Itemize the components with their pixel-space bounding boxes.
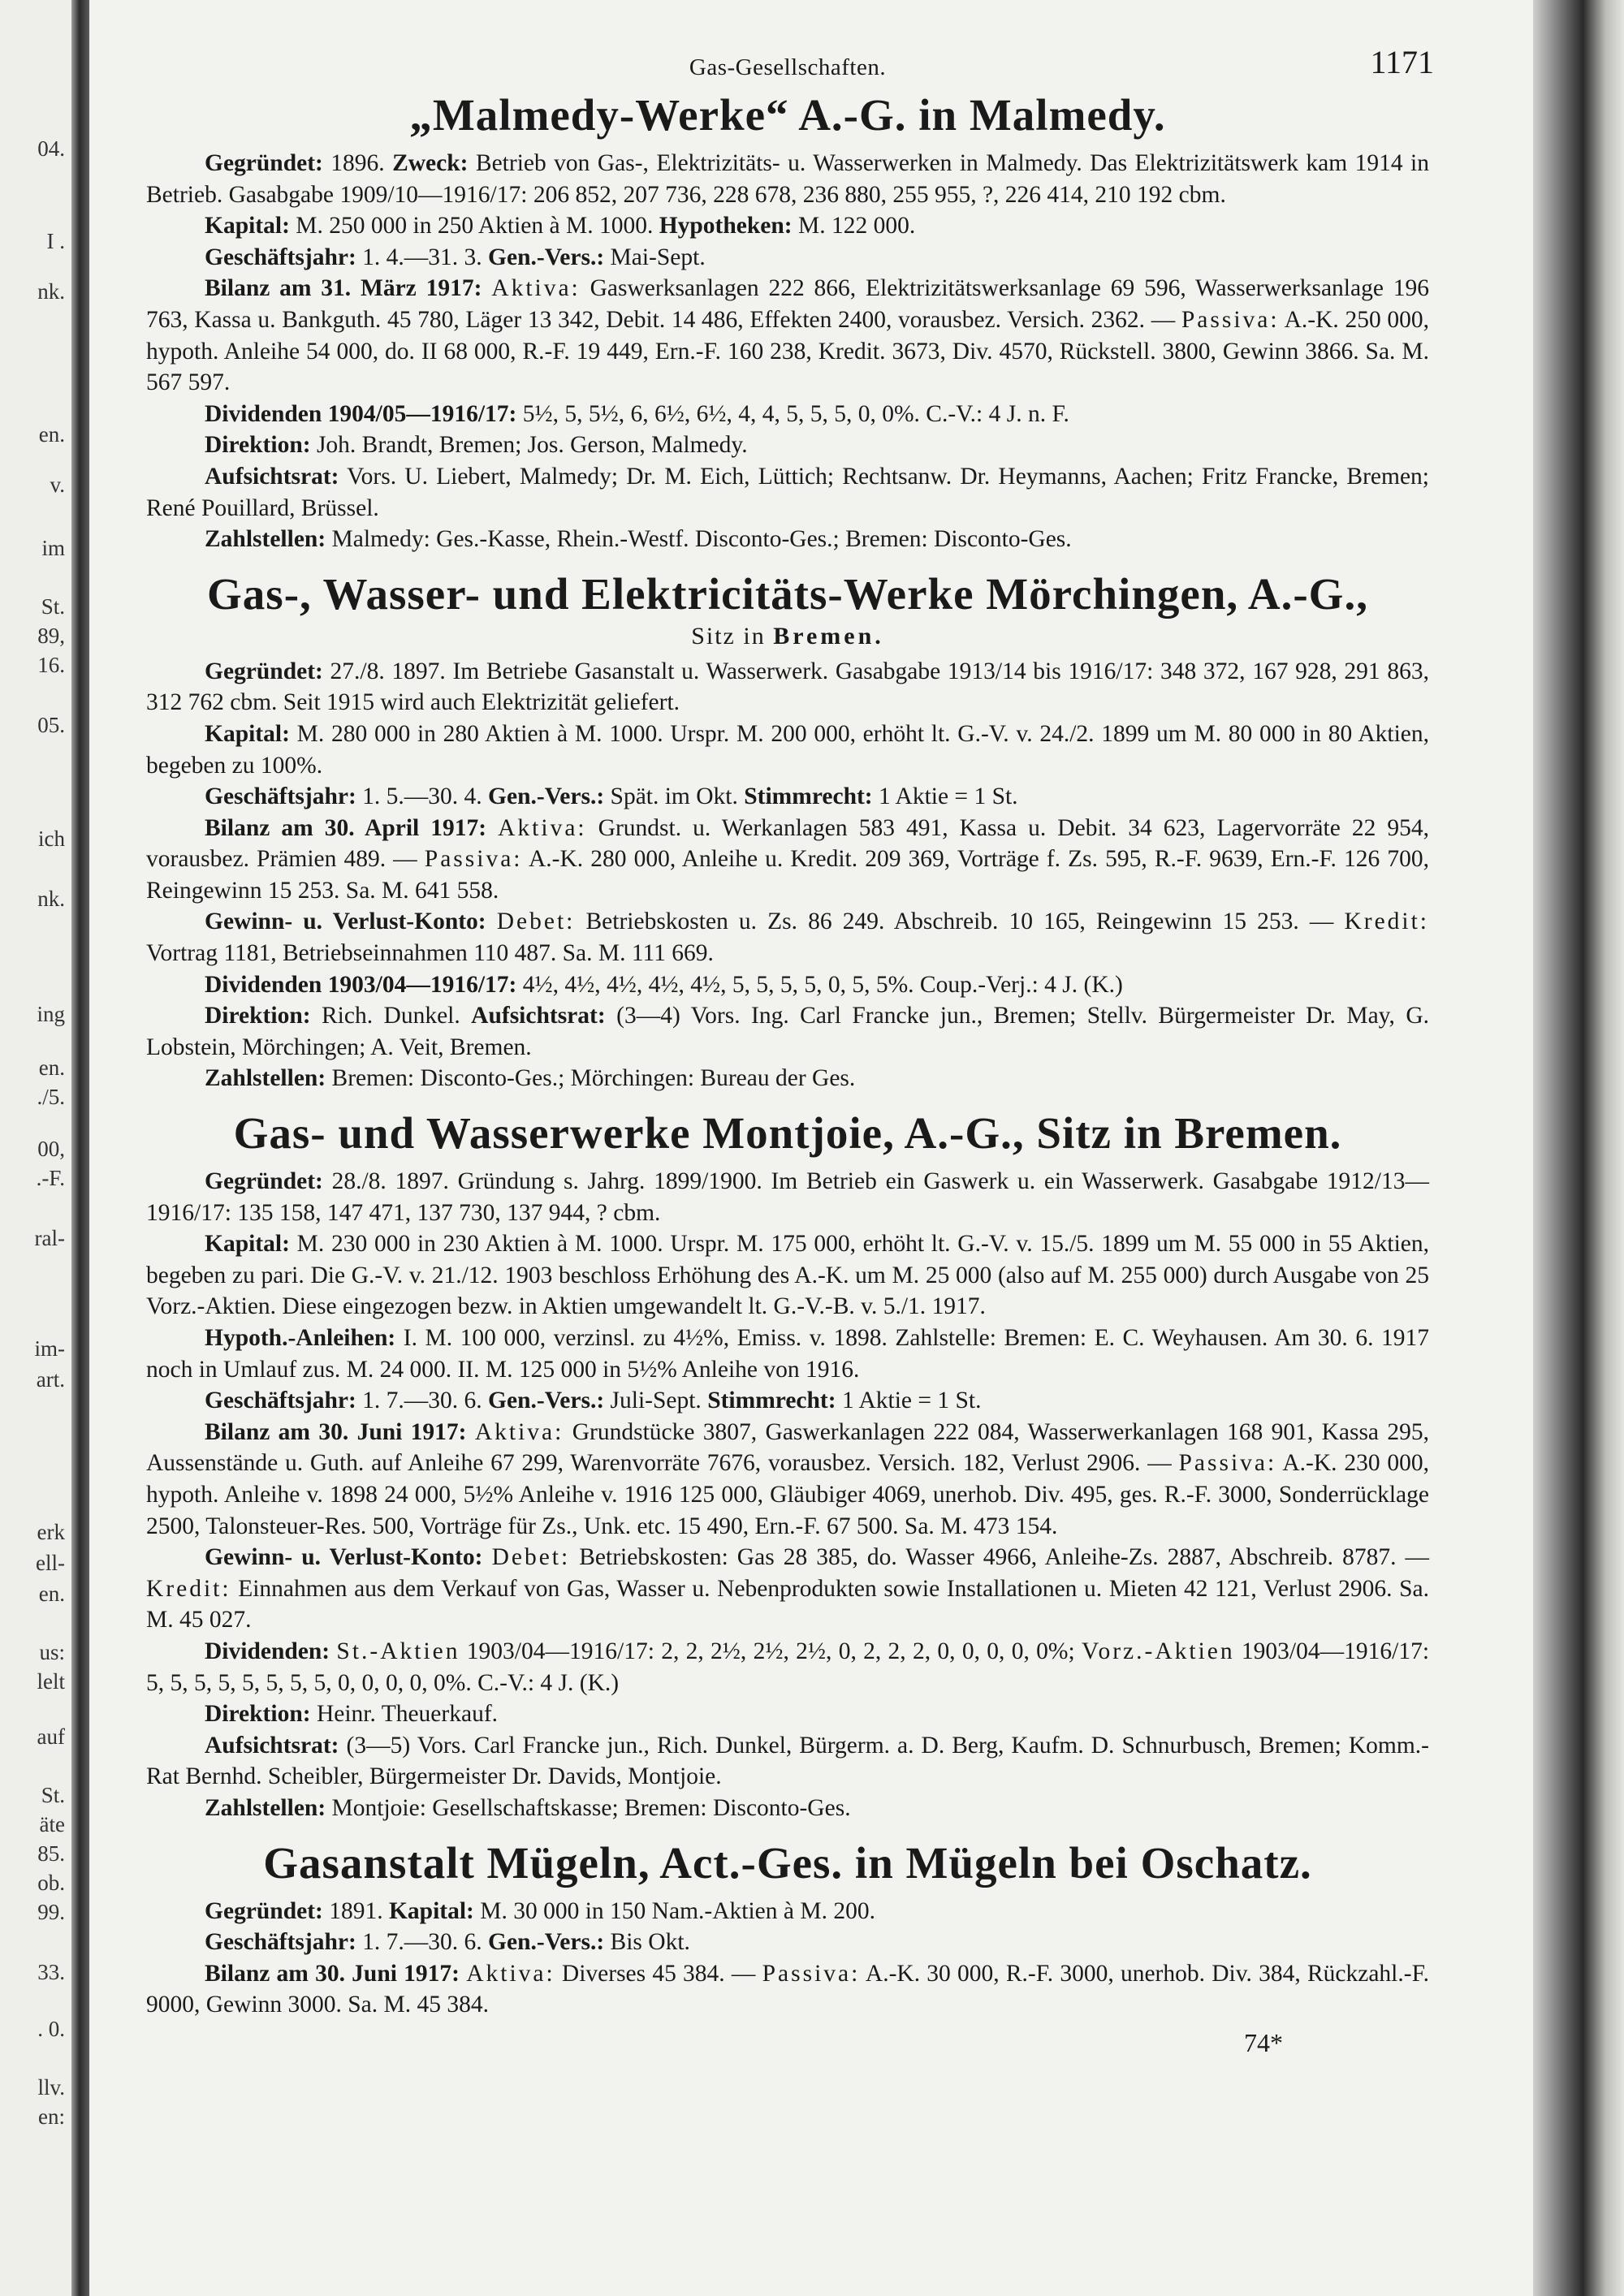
field-label: Geschäftsjahr: — [205, 244, 356, 270]
field-label: Dividenden 1904/05—1916/17: — [205, 400, 517, 427]
margin-fragment: im — [41, 536, 65, 560]
spaced-term: Aktiva: — [474, 1418, 564, 1445]
field-text: Einnahmen aus dem Verkauf von Gas, Wasser u. Nebenprodukten sowie Installationen u. Mieten 42 121, Verlust 2906. Sa. M. 45 027. — [146, 1575, 1429, 1634]
entry-paragraph — [146, 399, 1429, 430]
field-label: Gegründet: — [205, 150, 323, 176]
entry-paragraph — [146, 429, 1429, 461]
entry-title: Gasanstalt Mügeln, Act.-Ges. in Mügeln bei Oschatz. — [263, 1837, 1312, 1888]
field-text: Heinr. Theuerkauf. — [310, 1701, 499, 1728]
field-text: 28./8. 1897. Gründung s. Jahrg. 1899/1900. Im Betrieb ein Gaswerk u. ein Wasserwerk. Gasabgabe 1912/13—1916/17: 135 158, 147 471, 137 730, 137 944, ? cbm. — [146, 1168, 1429, 1226]
entry-paragraph — [146, 1698, 1429, 1730]
margin-fragment: .-F. — [36, 1166, 65, 1190]
margin-fragment: ich — [38, 826, 65, 851]
field-label: Aufsichtsrat: — [471, 1003, 606, 1029]
field-text: 4½, 4½, 4½, 4½, 4½, 5, 5, 5, 5, 0, 5, 5%. Coup.-Verj.: 4 J. (K.) — [516, 971, 1123, 998]
margin-fragment: ./5. — [37, 1085, 65, 1109]
field-text: Rich. Dunkel. — [310, 1003, 472, 1029]
margin-fragment: us: — [39, 1640, 65, 1664]
entry-paragraph — [146, 906, 1429, 969]
margin-fragment: St. — [41, 1783, 65, 1807]
field-text: Vors. U. Liebert, Malmedy; Dr. M. Eich, Lüttich; Rechtsanw. Dr. Heymanns, Aachen; Fritz Francke, Bremen; René Pouillard, Brüssel. — [146, 463, 1429, 521]
spaced-term: Passiva: — [1178, 1450, 1277, 1477]
entry-title: Gas- und Wasserwerke Montjoie, A.-G., Sitz in Bremen. — [233, 1108, 1342, 1159]
field-label: Gewinn- u. Verlust-Konto: — [205, 908, 486, 935]
entry-paragraph — [146, 1958, 1429, 2021]
spaced-term: Aktiva: — [491, 275, 581, 302]
field-text: Spät. im Okt. — [604, 783, 745, 810]
field-text: 1896. — [322, 150, 393, 176]
field-text: 1903/04—1916/17: 2, 2, 2½, 2½, 2½, 0, 2, 2, 2, 0, 0, 0, 0, 0%; — [460, 1638, 1082, 1664]
entry-paragraph — [146, 813, 1429, 907]
field-text: Betrieb von Gas-, Elektrizitäts- u. Wasserwerken in Malmedy. Das Elektrizitätswerk kam 1914 in Betrieb. Gasabgabe 1909/10—1916/17: 206 852, 207 736, 228 678, 236 880, 255 955, ?, 226 414, 210 192 cbm. — [146, 150, 1429, 208]
field-label: Gewinn- u. Verlust-Konto: — [205, 1544, 483, 1571]
field-text — [486, 908, 497, 934]
field-label: Kapital: — [205, 1231, 290, 1258]
field-text: Vortrag 1181, Betriebseinnahmen 110 487. Sa. M. 111 669. — [146, 940, 714, 967]
company-entry — [146, 1094, 1429, 1823]
margin-fragment: 85. — [37, 1841, 65, 1866]
field-label: Bilanz am 30. Juni 1917: — [205, 1418, 467, 1445]
field-label: Hypotheken: — [659, 213, 793, 240]
margin-fragment: im- — [34, 1336, 65, 1361]
entry-paragraph — [146, 969, 1429, 1001]
book-page — [89, 0, 1533, 2296]
field-text: M. 280 000 in 280 Aktien à M. 1000. Urspr. M. 200 000, erhöht lt. G.-V. v. 24./2. 1899 um M. 80 000 in 80 Aktien, begeben zu 100%. — [146, 720, 1429, 779]
field-label: Zahlstellen: — [205, 526, 326, 553]
field-text: 1 Aktie = 1 St. — [872, 783, 1018, 810]
spaced-term: Debet: — [496, 908, 576, 935]
field-text: Malmedy: Ges.-Kasse, Rhein.-Westf. Disconto-Ges.; Bremen: Disconto-Ges. — [326, 526, 1072, 553]
margin-fragment: lelt — [37, 1669, 65, 1694]
margin-fragment: 04. — [37, 136, 65, 161]
entry-title: Gas-, Wasser- und Elektricitäts-Werke Mörchingen, A.-G., — [207, 568, 1368, 619]
field-label: Kapital: — [388, 1897, 474, 1924]
entry-paragraph — [146, 524, 1429, 555]
field-text: 1. 7.—30. 6. — [356, 1929, 489, 1956]
field-text: Diverses 45 384. — — [555, 1960, 762, 1987]
field-text: Grundst. u. Werkanlagen 583 491, Kassa u. Debit. 34 623, Lagervorräte 22 954, vorausbez. Prämien 489. — — [146, 814, 1429, 873]
company-entry — [146, 1824, 1429, 2021]
book-gutter — [71, 0, 89, 2296]
field-text: I. M. 100 000, verzinsl. zu 4½%, Emiss. v. 1898. Zahlstelle: Bremen: E. C. Weyhausen. Am 30. 6. 1917 noch in Umlauf zus. M. 24 000. II. M. 125 000 in 5½% Anleihe von 1916. — [146, 1325, 1429, 1383]
field-label: Bilanz am 31. März 1917: — [205, 275, 482, 302]
margin-fragment: nk. — [37, 887, 65, 911]
running-head-title: Gas-Gesellschaften. — [689, 54, 887, 80]
field-label: Gegründet: — [205, 1168, 323, 1195]
field-label: Kapital: — [205, 213, 290, 240]
field-label: Gen.-Vers.: — [488, 244, 605, 270]
field-text: Joh. Brandt, Bremen; Jos. Gerson, Malmedy. — [310, 432, 748, 459]
margin-fragment: en. — [38, 422, 65, 447]
field-text: Montjoie: Gesellschaftskasse; Bremen: Disconto-Ges. — [326, 1794, 851, 1821]
entry-paragraph — [146, 1385, 1429, 1417]
field-text — [483, 1544, 492, 1570]
field-text: Bremen: Disconto-Ges.; Mörchingen: Bureau der Ges. — [326, 1065, 856, 1092]
margin-fragment: ing — [37, 1002, 65, 1026]
spaced-term: Debet: — [491, 1544, 571, 1571]
margin-fragment: en. — [38, 1582, 65, 1606]
field-text: 27./8. 1897. Im Betriebe Gasanstalt u. Wasserwerk. Gasabgabe 1913/14 bis 1916/17: 348 372, 167 928, 291 863, 312 762 cbm. Seit 1915 wird auch Elektrizität geliefert. — [146, 658, 1429, 716]
margin-fragment: en: — [38, 2104, 65, 2129]
field-text: A.-K. 30 000, R.-F. 3000, unerhob. Div. 384, Rückzahl.-F. 9000, Gewinn 3000. Sa. M. 45 384. — [146, 1960, 1429, 2018]
field-text: 1 Aktie = 1 St. — [836, 1388, 982, 1414]
subtitle-city: Bremen. — [773, 622, 884, 650]
field-text: M. 122 000. — [792, 213, 916, 240]
margin-fragment: llv. — [37, 2075, 65, 2100]
field-label: Gegründet: — [205, 658, 323, 684]
spaced-term: Aktiva: — [498, 814, 587, 841]
field-text: M. 250 000 in 250 Aktien à M. 1000. — [289, 213, 659, 240]
entry-paragraph — [146, 719, 1429, 781]
field-text: 1. 7.—30. 6. — [356, 1388, 489, 1414]
field-text — [460, 1961, 466, 1987]
margin-fragment: nk. — [37, 279, 65, 304]
entry-paragraph — [146, 461, 1429, 524]
field-label: Stimmrecht: — [707, 1388, 836, 1414]
spaced-term: Aktiva: — [466, 1960, 555, 1987]
entry-paragraph — [146, 242, 1429, 274]
field-label: Zweck: — [392, 150, 469, 176]
field-text: A.-K. 230 000, hypoth. Anleihe v. 1898 24 000, 5½% Anleihe v. 1916 125 000, Gläubiger 4069, unerhob. Div. 495, ges. R.-F. 3000, Sonderrücklage 2500, Talonsteuer-Res. 500, Vorträge für Zs., Unk. etc. 15 490, Ern.-F. 67 500. Sa. M. 473 154. — [146, 1450, 1429, 1539]
field-label: Direktion: — [205, 1003, 311, 1029]
field-label: Zahlstellen: — [205, 1065, 326, 1092]
field-label: Geschäftsjahr: — [205, 1929, 356, 1956]
field-label: Dividenden 1903/04—1916/17: — [205, 971, 517, 998]
field-label: Gen.-Vers.: — [488, 1388, 605, 1414]
entry-paragraph — [146, 1730, 1429, 1793]
entry-paragraph — [146, 1896, 1429, 1927]
entry-paragraph — [146, 148, 1429, 210]
entry-paragraph — [146, 1228, 1429, 1323]
field-text: Betriebskosten: Gas 28 385, do. Wasser 4966, Anleihe-Zs. 2887, Abschreib. 8787. — — [570, 1544, 1430, 1571]
page-content — [146, 44, 1434, 2058]
margin-fragment: St. — [41, 594, 65, 619]
field-label: Gen.-Vers.: — [488, 783, 605, 810]
field-label: Kapital: — [205, 720, 290, 747]
margin-fragment: 05. — [37, 713, 65, 737]
spaced-term: St.-Aktien — [336, 1638, 460, 1664]
previous-page-margin — [0, 0, 71, 2296]
entry-paragraph — [146, 1636, 1429, 1698]
field-label: Hypoth.-Anleihen: — [205, 1325, 396, 1351]
field-text: M. 30 000 in 150 Nam.-Aktien à M. 200. — [473, 1897, 875, 1924]
field-text: Bis Okt. — [604, 1929, 690, 1956]
field-label: Stimmrecht: — [744, 783, 873, 810]
entry-subtitle — [146, 622, 1429, 651]
field-label: Direktion: — [205, 432, 311, 459]
spaced-term: Kredit: — [146, 1575, 231, 1602]
company-entry — [146, 555, 1429, 1094]
company-entries — [146, 88, 1429, 2021]
entry-paragraph — [146, 1417, 1429, 1542]
spaced-term: Kredit: — [1344, 908, 1429, 935]
margin-fragment: äte — [39, 1812, 65, 1836]
field-text: A.-K. 250 000, hypoth. Anleihe 54 000, do. II 68 000, R.-F. 19 449, Ern.-F. 160 238, Kredit. 3673, Div. 4570, Rückstell. 3800, Gewinn 3866. Sa. M. 567 597. — [146, 306, 1430, 396]
margin-fragment: 00, — [37, 1137, 65, 1161]
running-head — [146, 44, 1434, 88]
field-text: Grundstücke 3807, Gaswerkanlagen 222 084, Wasserwerkanlagen 168 901, Kassa 295, Aussenstände u. Guth. auf Anleihe 67 299, Warenvorräte 7676, vorausbez. Versich. 182, Verlust 2906. — — [146, 1418, 1429, 1477]
field-label: Bilanz am 30. April 1917: — [205, 814, 487, 841]
entry-title: „Malmedy-Werke“ A.-G. in Malmedy. — [409, 90, 1166, 140]
company-entry — [146, 88, 1429, 555]
entry-paragraph — [146, 273, 1429, 398]
field-label: Aufsichtsrat: — [205, 1732, 339, 1759]
entry-paragraph — [146, 210, 1429, 242]
printer-signature: 74* — [1244, 2027, 1283, 2057]
field-text: Juli-Sept. — [604, 1388, 708, 1414]
field-label: Bilanz am 30. Juni 1917: — [205, 1960, 460, 1987]
margin-fragment: art. — [36, 1367, 65, 1392]
entry-paragraph — [146, 1000, 1429, 1063]
entry-paragraph — [146, 1793, 1429, 1824]
margin-fragment: erk — [37, 1520, 65, 1544]
field-label: Geschäftsjahr: — [205, 783, 356, 810]
field-label: Dividenden: — [205, 1638, 330, 1664]
spaced-term: Passiva: — [1181, 306, 1280, 333]
field-label: Gegründet: — [205, 1897, 323, 1924]
entry-paragraph — [146, 1166, 1429, 1228]
margin-fragment: 33. — [37, 1960, 65, 1984]
margin-fragment: 89, — [37, 624, 65, 648]
field-text: Betriebskosten u. Zs. 86 249. Abschreib. 10 165, Reingewinn 15 253. — — [575, 908, 1345, 935]
field-text: 1. 4.—31. 3. — [356, 244, 489, 270]
margin-fragment: 99. — [37, 1900, 65, 1924]
field-text: Mai-Sept. — [604, 244, 706, 270]
page-edge-shadow — [1533, 0, 1624, 2296]
field-label: Direktion: — [205, 1701, 311, 1728]
field-text: 1. 5.—30. 4. — [356, 783, 489, 810]
margin-fragment: ob. — [37, 1871, 65, 1895]
field-label: Gen.-Vers.: — [488, 1929, 605, 1956]
field-text: 1903/04—1916/17: 5, 5, 5, 5, 5, 5, 5, 5, 0, 0, 0, 0, 0%. C.-V.: 4 J. (K.) — [146, 1638, 1430, 1696]
field-text — [467, 1419, 475, 1445]
margin-fragment: . 0. — [37, 2017, 65, 2041]
margin-fragment: ral- — [34, 1226, 65, 1250]
subtitle-prefix: Sitz in — [691, 622, 766, 650]
margin-fragment: 16. — [37, 653, 65, 677]
spaced-term: Vorz.-Aktien — [1081, 1638, 1235, 1664]
spaced-term: Passiva: — [762, 1960, 861, 1987]
field-label: Geschäftsjahr: — [205, 1388, 356, 1414]
spaced-term: Passiva: — [424, 846, 523, 873]
margin-fragment: auf — [37, 1724, 65, 1749]
field-text: Gaswerksanlagen 222 866, Elektrizitätswerksanlage 69 596, Wasserwerksanlage 196 763, Kassa u. Bankguth. 45 780, Läger 13 342, Debit. 14 486, Effekten 2400, vorausbez. Versich. 2362. — — [146, 275, 1429, 333]
field-text — [482, 275, 491, 301]
field-text: (3—4) Vors. Ing. Carl Francke jun., Bremen; Stellv. Bürgermeister Dr. May, G. Lobstein, Mörchingen; A. Veit, Bremen. — [146, 1003, 1430, 1060]
field-label: Aufsichtsrat: — [205, 463, 339, 490]
entry-paragraph — [146, 656, 1429, 719]
margin-fragment: ell- — [36, 1551, 65, 1575]
field-text: M. 230 000 in 230 Aktien à M. 1000. Urspr. M. 175 000, erhöht lt. G.-V. v. 15./5. 1899 um M. 55 000 in 55 Aktien, begeben zu pari. Die G.-V. v. 21./12. 1903 beschloss Erhöhung des A.-K. um M. 25 000 (also auf M. 255 000) durch Ausgabe von 25 Vorz.-Aktien. Diese eingezogen bezw. in Aktien umgewandelt lt. G.-V.-B. v. 5./1. 1917. — [146, 1231, 1429, 1320]
margin-fragment: v. — [50, 473, 65, 497]
field-text: 5½, 5, 5½, 6, 6½, 6½, 4, 4, 5, 5, 5, 0, 0%. C.-V.: 4 J. n. F. — [516, 400, 1069, 427]
margin-fragment: I . — [46, 229, 65, 253]
entry-paragraph — [146, 1542, 1429, 1636]
page-number: 1171 — [1370, 44, 1434, 80]
field-text: 1891. — [322, 1897, 389, 1924]
field-text — [486, 815, 498, 841]
field-text: (3—5) Vors. Carl Francke jun., Rich. Dunkel, Bürgerm. a. D. Berg, Kaufm. D. Schnurbusch, Bremen; Komm.-Rat Bernhd. Scheibler, Bürgermeister Dr. Davids, Montjoie. — [146, 1732, 1429, 1790]
field-label: Zahlstellen: — [205, 1794, 326, 1821]
field-text: A.-K. 280 000, Anleihe u. Kredit. 209 369, Vorträge f. Zs. 595, R.-F. 9639, Ern.-F. 126 700, Reingewinn 15 253. Sa. M. 641 558. — [146, 846, 1429, 904]
entry-paragraph — [146, 1927, 1429, 1958]
entry-paragraph — [146, 1063, 1429, 1094]
entry-paragraph — [146, 781, 1429, 813]
entry-paragraph — [146, 1323, 1429, 1385]
margin-fragment: en. — [38, 1055, 65, 1080]
